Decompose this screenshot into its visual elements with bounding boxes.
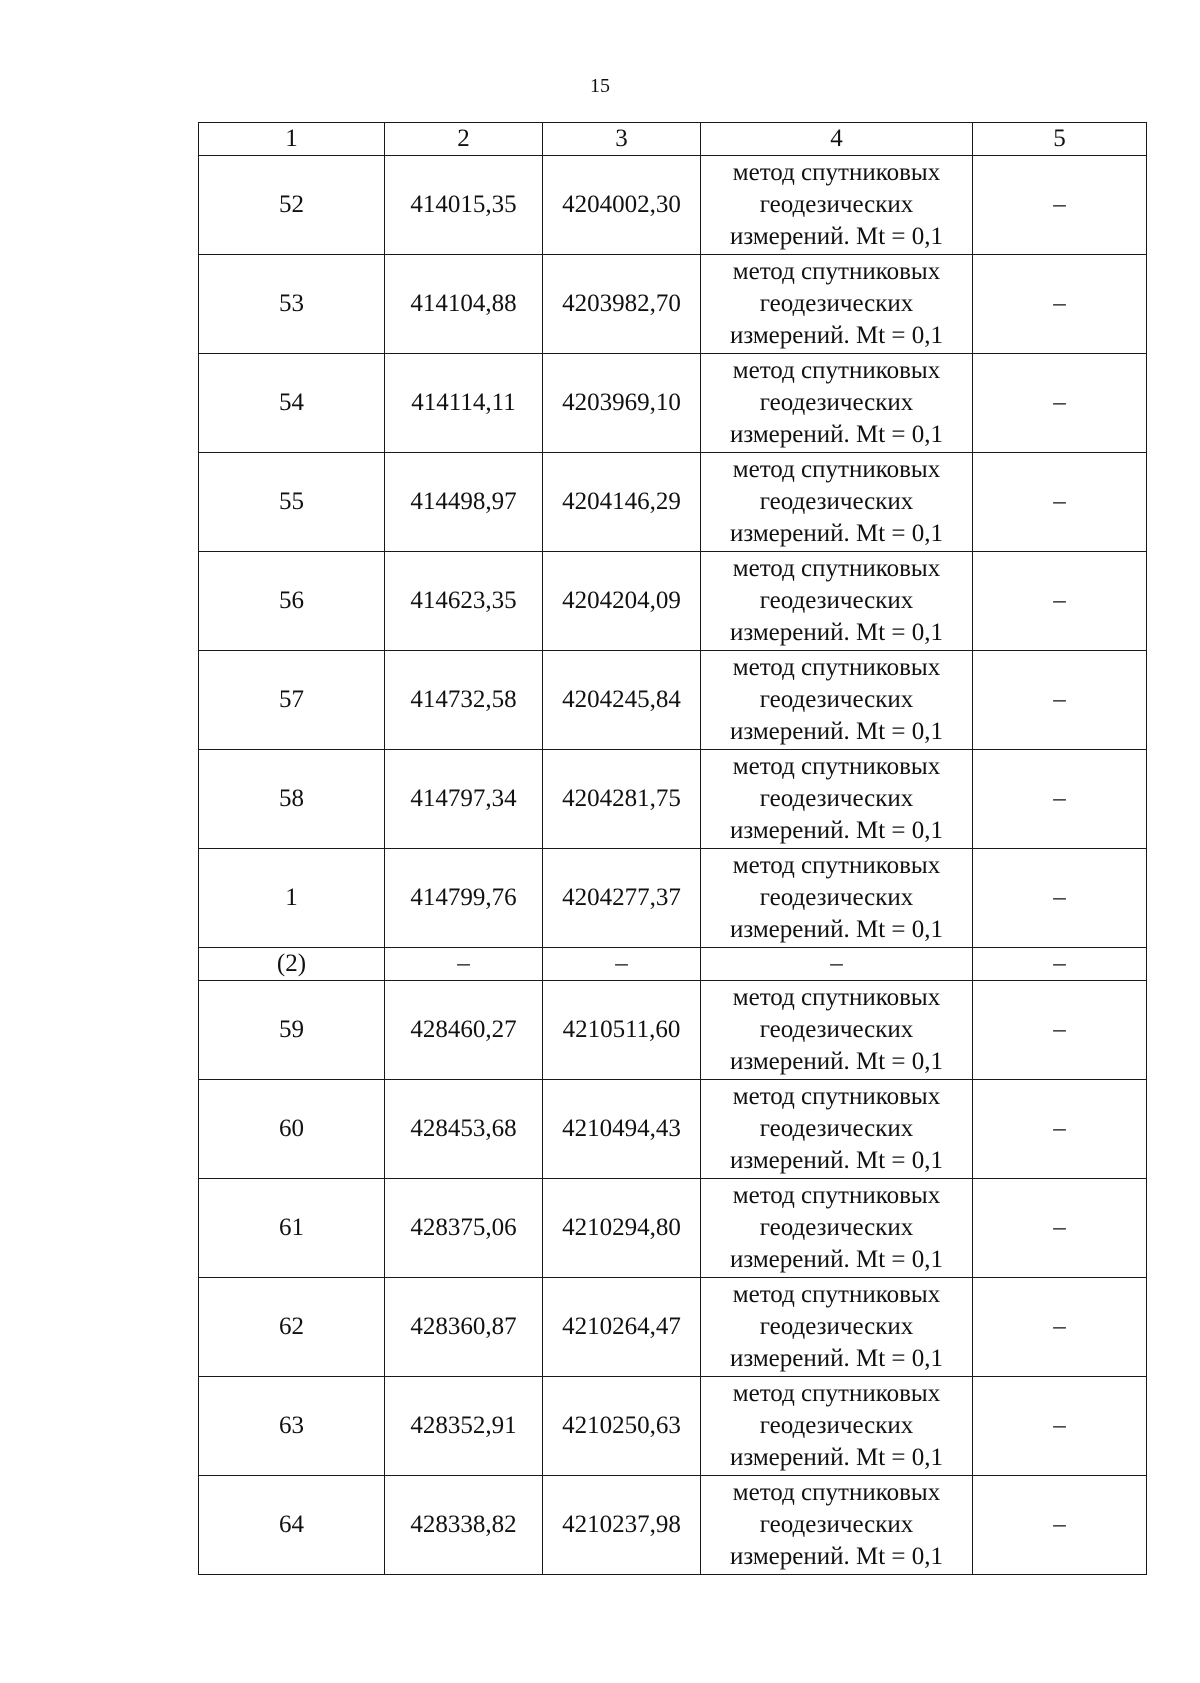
y-coordinate-cell: 4203969,10 xyxy=(543,354,701,453)
point-number-cell: 1 xyxy=(199,849,385,948)
point-number-cell: 55 xyxy=(199,453,385,552)
table-row xyxy=(199,651,1147,750)
y-coordinate-cell: 4203982,70 xyxy=(543,255,701,354)
table-row xyxy=(199,1179,1147,1278)
point-number-cell: 54 xyxy=(199,354,385,453)
note-cell: – xyxy=(973,1179,1147,1278)
point-number-cell: 58 xyxy=(199,750,385,849)
y-coordinate-cell: 4204245,84 xyxy=(543,651,701,750)
point-number-cell: 56 xyxy=(199,552,385,651)
table-row xyxy=(199,255,1147,354)
method-cell: метод спутниковых геодезических измерений. Mt = 0,1 xyxy=(701,453,973,552)
note-cell: – xyxy=(973,651,1147,750)
table-header-row xyxy=(199,123,1147,156)
note-cell: – xyxy=(973,354,1147,453)
table-row xyxy=(199,354,1147,453)
y-coordinate-cell: 4210264,47 xyxy=(543,1278,701,1377)
note-cell: – xyxy=(973,948,1147,981)
point-number-cell: 60 xyxy=(199,1080,385,1179)
y-coordinate-cell: 4204146,29 xyxy=(543,453,701,552)
point-number-cell: (2) xyxy=(199,948,385,981)
y-coordinate-cell: 4204281,75 xyxy=(543,750,701,849)
y-coordinate-cell: 4204204,09 xyxy=(543,552,701,651)
x-coordinate-cell: 414732,58 xyxy=(385,651,543,750)
table-row xyxy=(199,1377,1147,1476)
x-coordinate-cell: 428352,91 xyxy=(385,1377,543,1476)
point-number-cell: 63 xyxy=(199,1377,385,1476)
column-header-3: 3 xyxy=(543,123,701,156)
point-number-cell: 61 xyxy=(199,1179,385,1278)
x-coordinate-cell: 414104,88 xyxy=(385,255,543,354)
y-coordinate-cell: 4210511,60 xyxy=(543,981,701,1080)
x-coordinate-cell: 414799,76 xyxy=(385,849,543,948)
note-cell: – xyxy=(973,156,1147,255)
method-cell: метод спутниковых геодезических измерений. Mt = 0,1 xyxy=(701,750,973,849)
method-cell: – xyxy=(701,948,973,981)
x-coordinate-cell: 414498,97 xyxy=(385,453,543,552)
method-cell: метод спутниковых геодезических измерений. Mt = 0,1 xyxy=(701,981,973,1080)
point-number-cell: 64 xyxy=(199,1476,385,1575)
y-coordinate-cell: – xyxy=(543,948,701,981)
note-cell: – xyxy=(973,255,1147,354)
method-cell: метод спутниковых геодезических измерений. Mt = 0,1 xyxy=(701,1377,973,1476)
method-cell: метод спутниковых геодезических измерений. Mt = 0,1 xyxy=(701,255,973,354)
note-cell: – xyxy=(973,552,1147,651)
y-coordinate-cell: 4204002,30 xyxy=(543,156,701,255)
column-header-1: 1 xyxy=(199,123,385,156)
method-cell: метод спутниковых геодезических измерений. Mt = 0,1 xyxy=(701,552,973,651)
coordinates-table xyxy=(198,122,1147,1575)
table-row xyxy=(199,156,1147,255)
table-row xyxy=(199,1080,1147,1179)
method-cell: метод спутниковых геодезических измерений. Mt = 0,1 xyxy=(701,849,973,948)
point-number-cell: 59 xyxy=(199,981,385,1080)
note-cell: – xyxy=(973,1278,1147,1377)
table-row xyxy=(199,1476,1147,1575)
x-coordinate-cell: 428460,27 xyxy=(385,981,543,1080)
point-number-cell: 62 xyxy=(199,1278,385,1377)
table-separator-row xyxy=(199,948,1147,981)
method-cell: метод спутниковых геодезических измерений. Mt = 0,1 xyxy=(701,651,973,750)
column-header-5: 5 xyxy=(973,123,1147,156)
x-coordinate-cell: – xyxy=(385,948,543,981)
y-coordinate-cell: 4210494,43 xyxy=(543,1080,701,1179)
y-coordinate-cell: 4210250,63 xyxy=(543,1377,701,1476)
method-cell: метод спутниковых геодезических измерений. Mt = 0,1 xyxy=(701,1278,973,1377)
table-row xyxy=(199,453,1147,552)
x-coordinate-cell: 414015,35 xyxy=(385,156,543,255)
table-row xyxy=(199,981,1147,1080)
note-cell: – xyxy=(973,849,1147,948)
x-coordinate-cell: 414797,34 xyxy=(385,750,543,849)
note-cell: – xyxy=(973,453,1147,552)
x-coordinate-cell: 414623,35 xyxy=(385,552,543,651)
column-header-2: 2 xyxy=(385,123,543,156)
y-coordinate-cell: 4210294,80 xyxy=(543,1179,701,1278)
table-row xyxy=(199,1278,1147,1377)
y-coordinate-cell: 4204277,37 xyxy=(543,849,701,948)
note-cell: – xyxy=(973,1476,1147,1575)
table-row xyxy=(199,849,1147,948)
method-cell: метод спутниковых геодезических измерений. Mt = 0,1 xyxy=(701,156,973,255)
table-row xyxy=(199,750,1147,849)
point-number-cell: 53 xyxy=(199,255,385,354)
x-coordinate-cell: 428338,82 xyxy=(385,1476,543,1575)
method-cell: метод спутниковых геодезических измерений. Mt = 0,1 xyxy=(701,1179,973,1278)
method-cell: метод спутниковых геодезических измерений. Mt = 0,1 xyxy=(701,354,973,453)
point-number-cell: 57 xyxy=(199,651,385,750)
page-number: 15 xyxy=(590,75,610,97)
table-body xyxy=(199,156,1147,1575)
x-coordinate-cell: 428360,87 xyxy=(385,1278,543,1377)
table-row xyxy=(199,552,1147,651)
note-cell: – xyxy=(973,750,1147,849)
point-number-cell: 52 xyxy=(199,156,385,255)
note-cell: – xyxy=(973,981,1147,1080)
y-coordinate-cell: 4210237,98 xyxy=(543,1476,701,1575)
method-cell: метод спутниковых геодезических измерений. Mt = 0,1 xyxy=(701,1476,973,1575)
method-cell: метод спутниковых геодезических измерений. Mt = 0,1 xyxy=(701,1080,973,1179)
column-header-4: 4 xyxy=(701,123,973,156)
x-coordinate-cell: 414114,11 xyxy=(385,354,543,453)
x-coordinate-cell: 428375,06 xyxy=(385,1179,543,1278)
x-coordinate-cell: 428453,68 xyxy=(385,1080,543,1179)
note-cell: – xyxy=(973,1080,1147,1179)
note-cell: – xyxy=(973,1377,1147,1476)
